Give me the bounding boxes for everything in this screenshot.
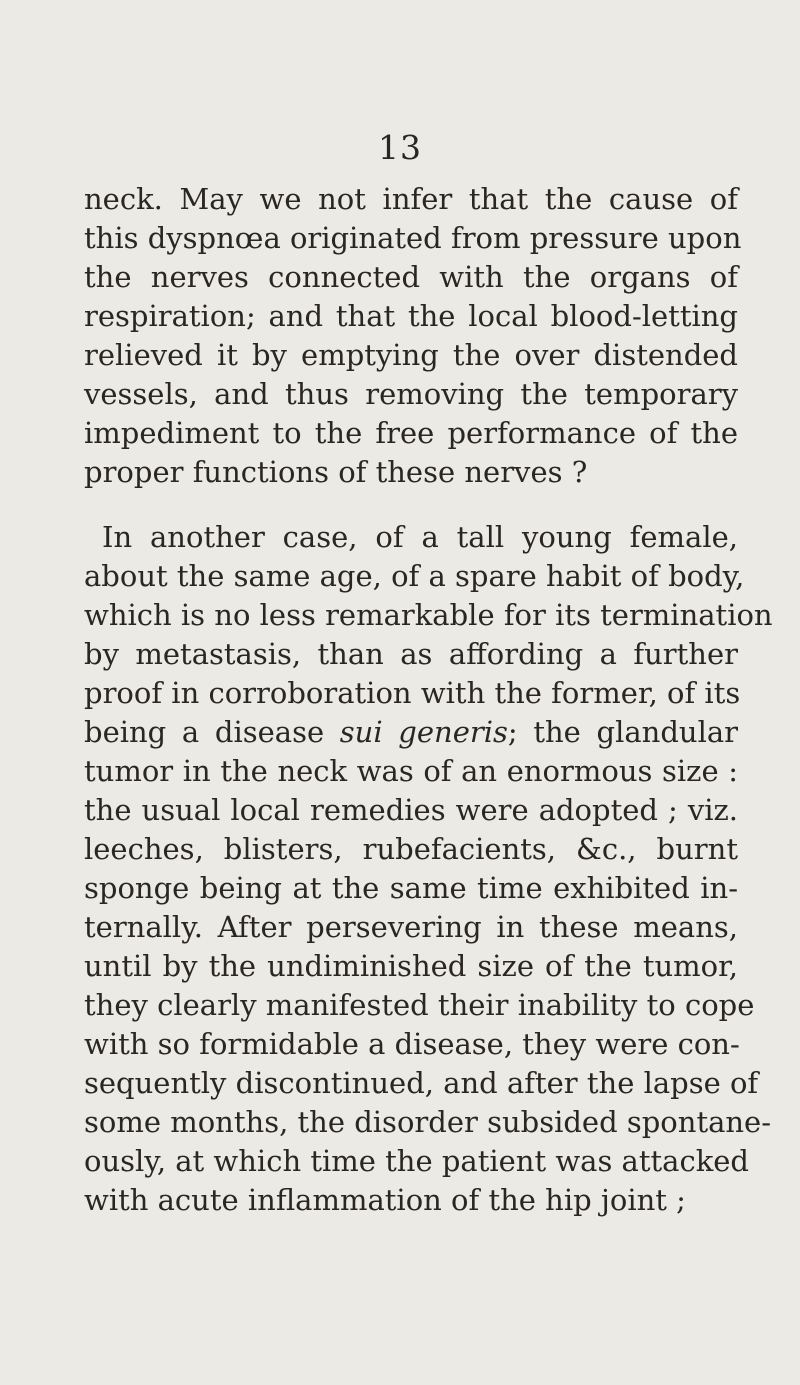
text-line: In another case, of a tall young female,	[102, 520, 738, 554]
text-line: sponge being at the same time exhibited in-	[84, 871, 738, 905]
paragraph-1	[84, 180, 742, 492]
text-line: proof in corroboration with the former, of its	[84, 676, 741, 710]
text-line: impediment to the free performance of the	[84, 416, 738, 450]
paragraph-2	[84, 518, 773, 1220]
text-line: proper functions of these nerves ?	[84, 455, 588, 489]
text-line: ously, at which time the patient was attacked	[84, 1144, 749, 1178]
text-line: vessels, and thus removing the temporary	[84, 377, 738, 411]
text-line: with acute inflammation of the hip joint ;	[84, 1183, 686, 1217]
text-line: until by the undiminished size of the tumor,	[84, 949, 738, 983]
text-line: about the same age, of a spare habit of body,	[84, 559, 745, 593]
text-line: they clearly manifested their inability to cope	[84, 988, 755, 1022]
text-line: the nerves connected with the organs of	[84, 260, 738, 294]
text-line: being a disease sui generis; the glandular	[84, 715, 739, 749]
text-line: the usual local remedies were adopted ; viz.	[84, 793, 738, 827]
text-line: respiration; and that the local blood-letting	[84, 299, 738, 333]
text-line: leeches, blisters, rubefacients, &c., burnt	[84, 832, 738, 866]
text-line: tumor in the neck was of an enormous size :	[84, 754, 738, 788]
text-line: ternally. After persevering in these means,	[84, 910, 738, 944]
text-line: neck. May we not infer that the cause of	[84, 182, 738, 216]
text-line: this dyspnœa originated from pressure upon	[84, 221, 742, 255]
text-line: relieved it by emptying the over distended	[84, 338, 738, 372]
page-number: 13	[378, 128, 422, 167]
text-line: with so formidable a disease, they were con-	[84, 1027, 740, 1061]
text-line: which is no less remarkable for its termination	[84, 598, 773, 632]
text-line: by metastasis, than as affording a further	[84, 637, 738, 671]
text-line: sequently discontinued, and after the lapse of	[84, 1066, 759, 1100]
text-line: some months, the disorder subsided spontane-	[84, 1105, 772, 1139]
